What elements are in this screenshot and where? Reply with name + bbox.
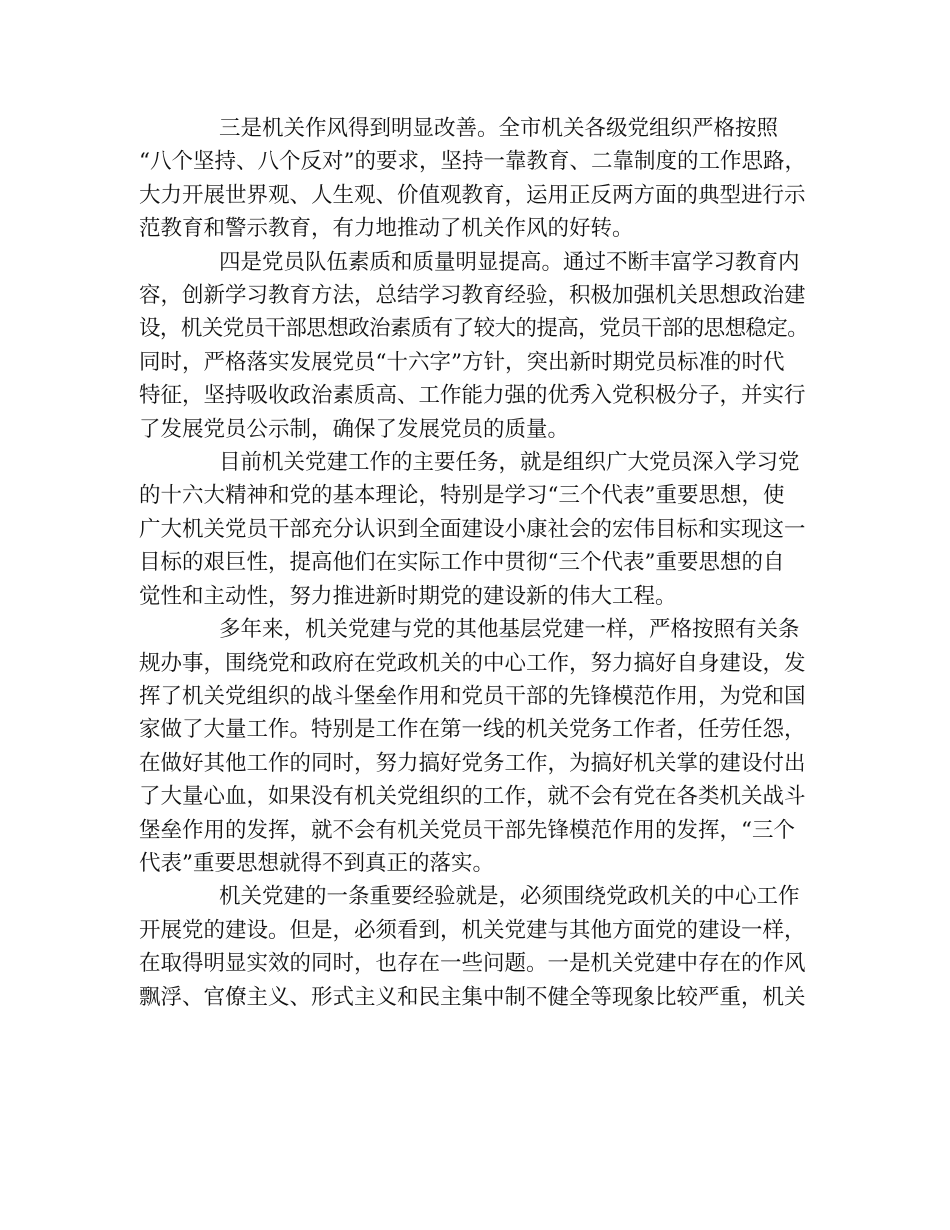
- text-line: 广大机关党员干部充分认识到全面建设小康社会的宏伟目标和实现这一: [139, 516, 806, 542]
- text-line: 代表”重要思想就得不到真正的落实。: [139, 850, 494, 876]
- text-line: 规办事，围绕党和政府在党政机关的中心工作，努力搞好自身建设，发: [139, 650, 806, 676]
- text-line: 同时，严格落实发展党员“十六字”方针，突出新时期党员标准的时代: [139, 349, 785, 375]
- text-line: 的十六大精神和党的基本理论，特别是学习“三个代表”重要思想，使: [139, 483, 785, 509]
- text-line: 设，机关党员干部思想政治素质有了较大的提高，党员干部的思想稳定。: [139, 316, 809, 342]
- text-line: 飘浮、官僚主义、形式主义和民主集中制不健全等现象比较严重，机关: [139, 984, 806, 1010]
- text-line: 了大量心血，如果没有机关党组织的工作，就不会有党在各类机关战斗: [139, 784, 806, 810]
- text-line: 范教育和警示教育，有力地推动了机关作风的好转。: [139, 216, 634, 242]
- text-line: 挥了机关党组织的战斗堡垒作用和党员干部的先锋模范作用，为党和国: [139, 683, 806, 709]
- text-line: 家做了大量工作。特别是工作在第一线的机关党务工作者，任劳任怨，: [139, 717, 806, 743]
- text-line: 在取得明显实效的同时，也存在一些问题。一是机关党建中存在的作风: [139, 951, 806, 977]
- text-line: 目前机关党建工作的主要任务，就是组织广大党员深入学习党: [219, 450, 800, 476]
- text-line: 三是机关作风得到明显改善。全市机关各级党组织严格按照: [219, 116, 779, 141]
- text-line: 机关党建的一条重要经验就是，必须围绕党政机关的中心工作: [219, 884, 800, 910]
- paragraph-work-style: [139, 112, 815, 246]
- text-line: 觉性和主动性，努力推进新时期党的建设新的伟大工程。: [139, 583, 677, 609]
- paragraph-member-quality: [139, 246, 815, 446]
- text-line: 大力开展世界观、人生观、价值观教育，运用正反两方面的典型进行示: [139, 182, 806, 208]
- paragraph-experience: [139, 880, 815, 1014]
- paragraph-history: [139, 613, 815, 880]
- text-line: 多年来，机关党建与党的其他基层党建一样，严格按照有关条: [219, 617, 800, 643]
- text-line: 堡垒作用的发挥，就不会有机关党员干部先锋模范作用的发挥，“三个: [139, 817, 795, 843]
- document-body: [139, 112, 815, 1014]
- text-line: 容，创新学习教育方法，总结学习教育经验，积极加强机关思想政治建: [139, 283, 806, 309]
- text-line: 目标的艰巨性，提高他们在实际工作中贯彻“三个代表”重要思想的自: [139, 550, 785, 576]
- text-line: “八个坚持、八个反对”的要求，坚持一靠教育、二靠制度的工作思路，: [139, 149, 806, 175]
- paragraph-main-tasks: [139, 446, 815, 613]
- text-line: 特征，坚持吸收政治素质高、工作能力强的优秀入党积极分子，并实行: [139, 383, 806, 409]
- text-line: 四是党员队伍素质和质量明显提高。通过不断丰富学习教育内: [219, 249, 800, 275]
- text-line: 了发展党员公示制，确保了发展党员的质量。: [139, 416, 570, 442]
- text-line: 开展党的建设。但是，必须看到，机关党建与其他方面党的建设一样，: [139, 917, 806, 943]
- text-line: 在做好其他工作的同时，努力搞好党务工作，为搞好机关掌的建设付出: [139, 750, 806, 776]
